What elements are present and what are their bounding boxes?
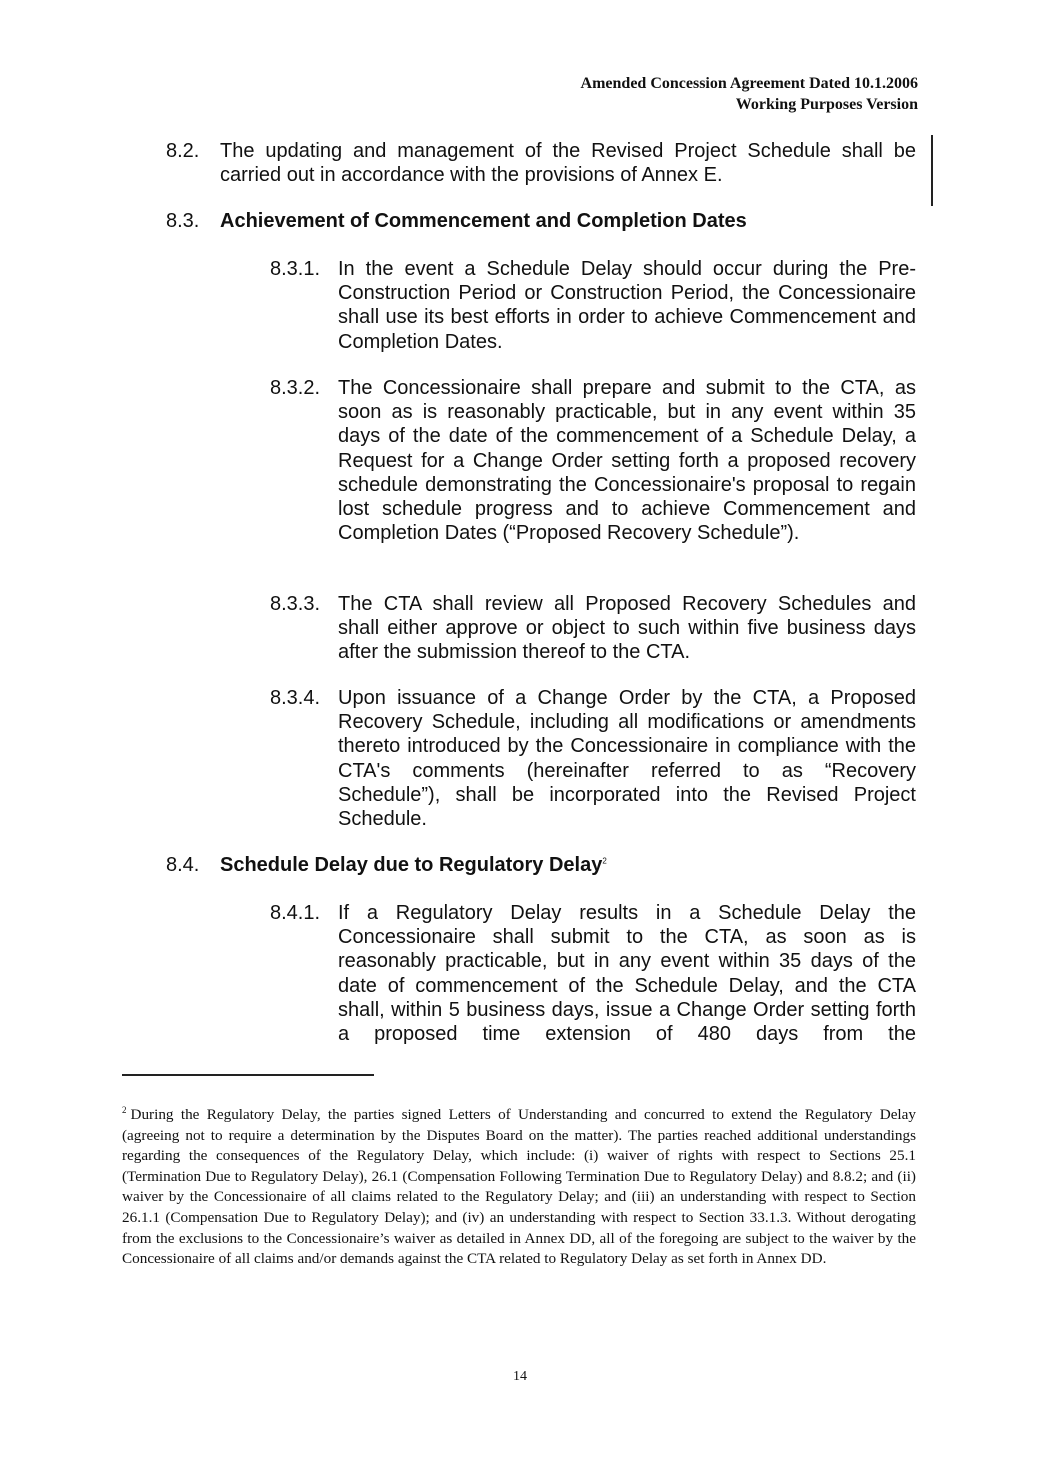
header-version: Working Purposes Version: [735, 95, 918, 113]
footnote-text: During the Regulatory Delay, the parties signed Letters of Understanding and concurred to extend the Regulatory Delay (agreeing not to require a determination by the Disputes Board on the matter). The parties reached additional understandings regarding the consequences of the Regulatory Delay, which include: (i) waiver of rights with respect to Sections 25.1 (Termination Due to Regulatory Delay), 26.1 (Compensation Following Termination Due to Regulatory Delay) and 8.8.2; and (ii) waiver by the Concessionaire of all claims related to the Regulatory Delay; and (iii) an understanding with respect to Section 26.1.1 (Compensation Due to Regulatory Delay); and (iv) an understanding with respect to Section 33.1.3. Without derogating from the exclusions to the Concessionaire’s waiver as detailed in Annex DD, all of the foregoing are subject to the waiver by the Concessionaire of all claims and/or demands against the CTA related to Regulatory Delay as set forth in Annex DD.: [122, 1106, 916, 1268]
section-number: 8.3.: [166, 210, 200, 232]
section-title: Schedule Delay due to Regulatory Delay: [220, 854, 603, 876]
footnote: [122, 1105, 916, 1270]
section-title: Achievement of Commencement and Completion Dates: [220, 210, 747, 232]
section-title-wrap: [220, 853, 916, 877]
clause-text: In the event a Schedule Delay should occur during the Pre-Construction Period or Construction Period, the Concessionaire shall use its best efforts in order to achieve Commencement and Completion Dates.: [338, 258, 916, 353]
running-header: [581, 74, 918, 115]
clause-text: The updating and management of the Revised Project Schedule shall be carried out in accordance with the provisions of Annex E.: [220, 140, 916, 187]
clause-text: If a Regulatory Delay results in a Schedule Delay the Concessionaire shall submit to the CTA, as soon as is reasonably practicable, but in any event within 35 days of the date of commencement of the Schedule Delay, and the CTA shall, within 5 business days, issue a Change Order setting forth a proposed time extension of 480 days from the: [338, 902, 916, 1046]
clause-number: 8.3.4.: [270, 687, 321, 709]
clause-text: The Concessionaire shall prepare and submit to the CTA, as soon as is reasonably practicable, but in any event within 35 days of the date of the commencement of a Schedule Delay, a Request for a Change Order setting forth a proposed recovery schedule demonstrating the Concessionaire's proposal to regain lost schedule progress and to achieve Commencement and Completion Dates (“Proposed Recovery Schedule”).: [338, 377, 916, 545]
header-title: Amended Concession Agreement Dated 10.1.2006: [580, 75, 918, 92]
clause-number: 8.2.: [166, 140, 200, 162]
footnote-separator: [122, 1074, 374, 1076]
footnote-mark: 2: [122, 1104, 127, 1115]
clause-number: 8.4.1.: [270, 902, 321, 924]
clause-number: 8.3.2.: [270, 377, 321, 399]
footnote-reference[interactable]: 2: [602, 856, 607, 866]
page-number: 14: [513, 1369, 527, 1384]
revision-change-bar: [931, 135, 933, 206]
clause-text: The CTA shall review all Proposed Recovery Schedules and shall either approve or object to such within five business days after the submission thereof to the CTA.: [338, 593, 916, 664]
clause-number: 8.3.3.: [270, 593, 321, 615]
section-number: 8.4.: [166, 854, 200, 876]
clause-text: Upon issuance of a Change Order by the CTA, a Proposed Recovery Schedule, including all modifications or amendments thereto introduced by the Concessionaire in compliance with the CTA's comments (hereinafter referred to as “Recovery Schedule”), shall be incorporated into the Revised Project Schedule.: [338, 687, 916, 831]
clause-number: 8.3.1.: [270, 258, 321, 280]
